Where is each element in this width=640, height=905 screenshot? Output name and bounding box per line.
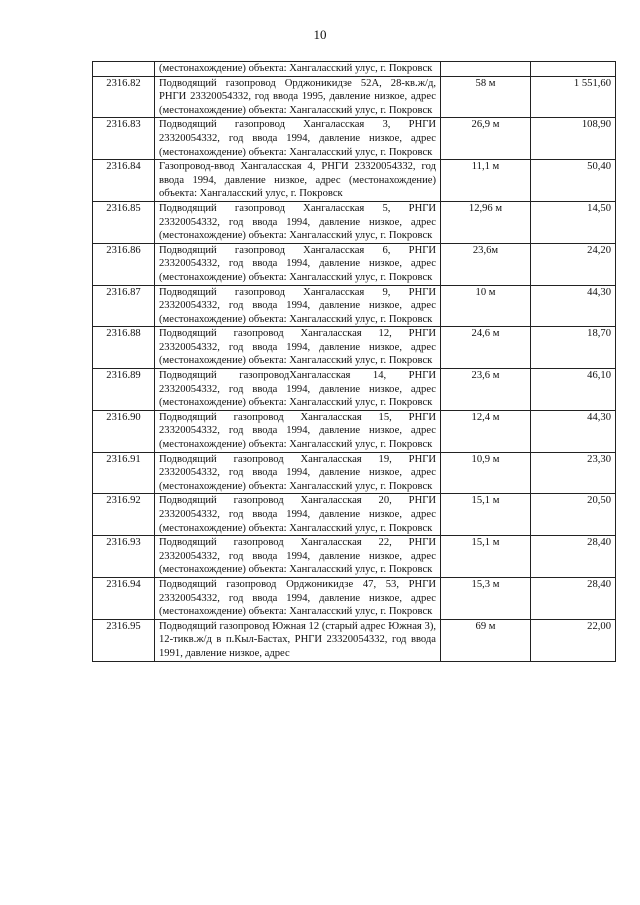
row-description: Подводящий газопровод Хангаласская 5, РНГИ 23320054332, год ввода 1994, давление низкое, адрес (местонахождение) объекта: Хангаласский улус, г. Покровск: [155, 201, 441, 243]
row-length: 58 м: [441, 76, 531, 118]
row-description: Подводящий газопроводХангаласская 14, РНГИ 23320054332, год ввода 1994, давление низкое, адрес (местонахождение) объекта: Хангаласский улус, г. Покровск: [155, 369, 441, 411]
row-number: 2316.90: [93, 410, 155, 452]
row-number: 2316.92: [93, 494, 155, 536]
row-number: 2316.87: [93, 285, 155, 327]
table-row: [93, 619, 616, 661]
table-row: [93, 536, 616, 578]
table-row: [93, 76, 616, 118]
row-description: Подводящий газопровод Хангаласская 15, РНГИ 23320054332, год ввода 1994, давление низкое, адрес (местонахождение) объекта: Хангаласский улус, г. Покровск: [155, 410, 441, 452]
table-row: [93, 62, 616, 77]
row-value: 44,30: [531, 410, 616, 452]
row-description: Подводящий газопровод Орджоникидзе 47, 53, РНГИ 23320054332, год ввода 1994, давление низкое, адрес (местонахождение) объекта: Хангаласский улус, г. Покровск: [155, 577, 441, 619]
row-value: 18,70: [531, 327, 616, 369]
row-length: 23,6м: [441, 243, 531, 285]
row-description: Газопровод-ввод Хангаласская 4, РНГИ 23320054332, год ввода 1994, давление низкое, адрес (местонахождение) объекта: Хангаласский улус, г. Покровск: [155, 160, 441, 202]
row-length: [441, 62, 531, 77]
row-number: 2316.86: [93, 243, 155, 285]
row-number: 2316.85: [93, 201, 155, 243]
table-row: [93, 369, 616, 411]
table-row: [93, 285, 616, 327]
row-length: 12,4 м: [441, 410, 531, 452]
row-number: 2316.94: [93, 577, 155, 619]
row-description: Подводящий газопровод Хангаласская 3, РНГИ 23320054332, год ввода 1994, давление низкое, адрес (местонахождение) объекта: Хангаласский улус, г. Покровск: [155, 118, 441, 160]
row-description: Подводящий газопровод Хангаласская 12, РНГИ 23320054332, год ввода 1994, давление низкое, адрес (местонахождение) объекта: Хангаласский улус, г. Покровск: [155, 327, 441, 369]
row-value: 108,90: [531, 118, 616, 160]
row-number: [93, 62, 155, 77]
row-value: 44,30: [531, 285, 616, 327]
page-number: 10: [313, 27, 327, 42]
table-body: [93, 62, 616, 662]
row-description: Подводящий газопровод Хангаласская 22, РНГИ 23320054332, год ввода 1994, давление низкое, адрес (местонахождение) объекта: Хангаласский улус, г. Покровск: [155, 536, 441, 578]
row-number: 2316.88: [93, 327, 155, 369]
row-number: 2316.82: [93, 76, 155, 118]
table-row: [93, 327, 616, 369]
row-value: 22,00: [531, 619, 616, 661]
table-row: [93, 577, 616, 619]
row-value: 1 551,60: [531, 76, 616, 118]
row-value: 28,40: [531, 536, 616, 578]
row-value: 50,40: [531, 160, 616, 202]
row-value: 28,40: [531, 577, 616, 619]
table-row: [93, 243, 616, 285]
row-length: 15,1 м: [441, 494, 531, 536]
row-number: 2316.95: [93, 619, 155, 661]
row-value: 14,50: [531, 201, 616, 243]
table-row: [93, 160, 616, 202]
row-length: 10,9 м: [441, 452, 531, 494]
row-number: 2316.89: [93, 369, 155, 411]
row-description: Подводящий газопровод Хангаласская 20, РНГИ 23320054332, год ввода 1994, давление низкое, адрес (местонахождение) объекта: Хангаласский улус, г. Покровск: [155, 494, 441, 536]
row-value: 20,50: [531, 494, 616, 536]
row-length: 10 м: [441, 285, 531, 327]
table-row: [93, 410, 616, 452]
row-description: (местонахождение) объекта: Хангаласский улус, г. Покровск: [155, 62, 441, 77]
row-length: 12,96 м: [441, 201, 531, 243]
row-value: 46,10: [531, 369, 616, 411]
row-length: 26,9 м: [441, 118, 531, 160]
row-length: 15,3 м: [441, 577, 531, 619]
row-description: Подводящий газопровод Хангаласская 6, РНГИ 23320054332, год ввода 1994, давление низкое, адрес (местонахождение) объекта: Хангаласский улус, г. Покровск: [155, 243, 441, 285]
row-length: 15,1 м: [441, 536, 531, 578]
row-description: Подводящий газопровод Орджоникидзе 52А, 28-кв.ж/д, РНГИ 23320054332, год ввода 1995, давление низкое, адрес (местонахождение) объекта: Хангаласский улус, г. Покровск: [155, 76, 441, 118]
table-row: [93, 201, 616, 243]
row-value: 24,20: [531, 243, 616, 285]
table-row: [93, 452, 616, 494]
row-description: Подводящий газопровод Хангаласская 9, РНГИ 23320054332, год ввода 1994, давление низкое, адрес (местонахождение) объекта: Хангаласский улус, г. Покровск: [155, 285, 441, 327]
row-number: 2316.93: [93, 536, 155, 578]
row-length: 11,1 м: [441, 160, 531, 202]
property-registry-table: [92, 61, 616, 662]
row-description: Подводящий газопровод Южная 12 (старый адрес Южная 3), 12-тикв.ж/д в п.Кыл-Бастах, РНГИ 23320054332, год ввода 1991, давление низкое, адрес: [155, 619, 441, 661]
row-length: 69 м: [441, 619, 531, 661]
row-number: 2316.91: [93, 452, 155, 494]
row-length: 23,6 м: [441, 369, 531, 411]
row-value: 23,30: [531, 452, 616, 494]
row-description: Подводящий газопровод Хангаласская 19, РНГИ 23320054332, год ввода 1994, давление низкое, адрес (местонахождение) объекта: Хангаласский улус, г. Покровск: [155, 452, 441, 494]
row-number: 2316.84: [93, 160, 155, 202]
table-row: [93, 118, 616, 160]
table-row: [93, 494, 616, 536]
row-value: [531, 62, 616, 77]
row-number: 2316.83: [93, 118, 155, 160]
row-length: 24,6 м: [441, 327, 531, 369]
